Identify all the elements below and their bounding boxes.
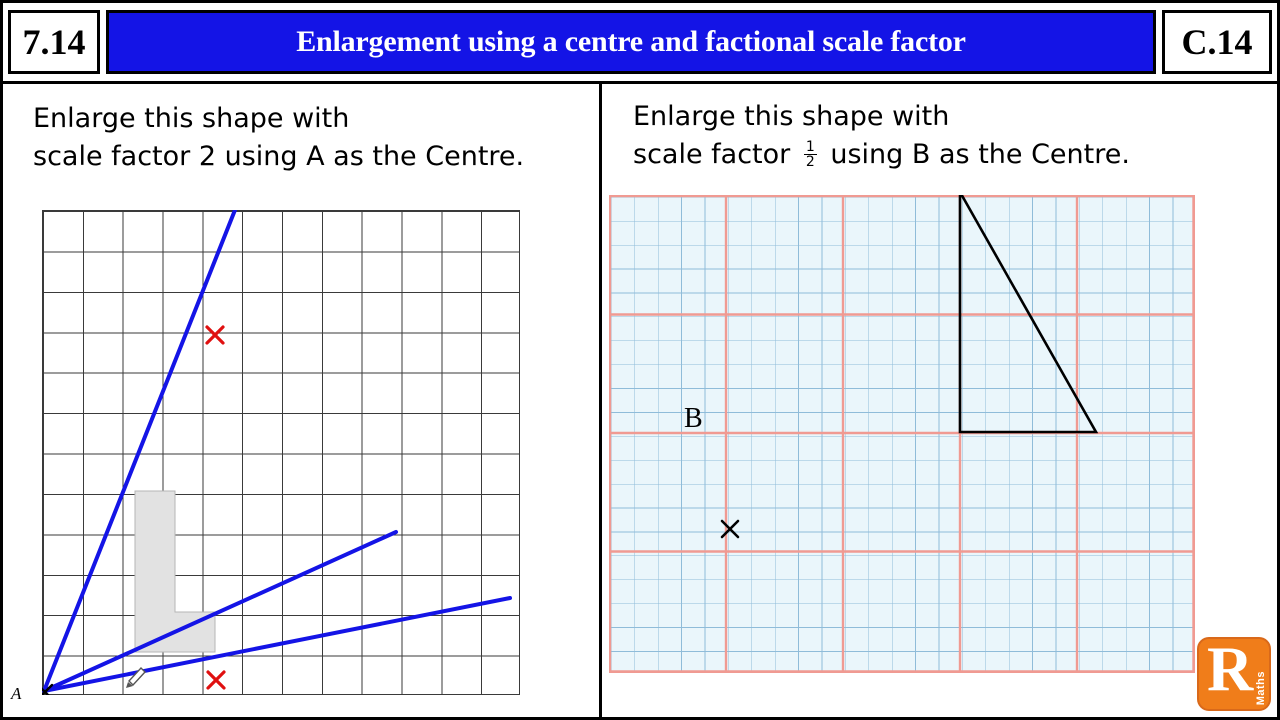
right-centre-cross <box>722 521 738 537</box>
left-l-shape <box>135 491 215 652</box>
fraction-denominator: 2 <box>805 154 815 171</box>
right-prompt-post: using B as the Centre. <box>830 139 1130 171</box>
half-fraction <box>804 140 817 169</box>
right-prompt <box>633 98 1253 175</box>
left-prompt-line2: scale factor 2 using A as the Centre. <box>33 141 525 173</box>
title-bar <box>106 10 1156 74</box>
left-prompt-line1: Enlarge this shape with <box>33 103 350 134</box>
logo-word: Maths <box>1255 670 1267 705</box>
lesson-code-right: C.14 <box>1162 10 1272 74</box>
page-title: Enlargement using a centre and factional scale factor <box>296 25 966 58</box>
left-question-panel <box>3 84 603 717</box>
fraction-numerator: 1 <box>805 139 815 156</box>
left-prompt <box>33 100 593 177</box>
right-prompt-line2 <box>633 136 1253 174</box>
right-prompt-pre: scale factor <box>633 139 791 171</box>
brand-logo <box>1197 633 1271 711</box>
header-bar <box>3 3 1277 81</box>
left-construction-rays <box>44 210 510 691</box>
left-grid-area <box>42 210 520 695</box>
right-prompt-line1: Enlarge this shape with <box>633 101 950 132</box>
right-centre-label: B <box>684 403 703 434</box>
logo-letter: R <box>1207 633 1254 704</box>
right-question-panel <box>603 84 1277 717</box>
lesson-code-left: 7.14 <box>8 10 100 74</box>
left-centre-label: A <box>11 684 22 703</box>
left-grid-overlay <box>42 210 520 695</box>
right-triangle-shape <box>960 195 1096 432</box>
